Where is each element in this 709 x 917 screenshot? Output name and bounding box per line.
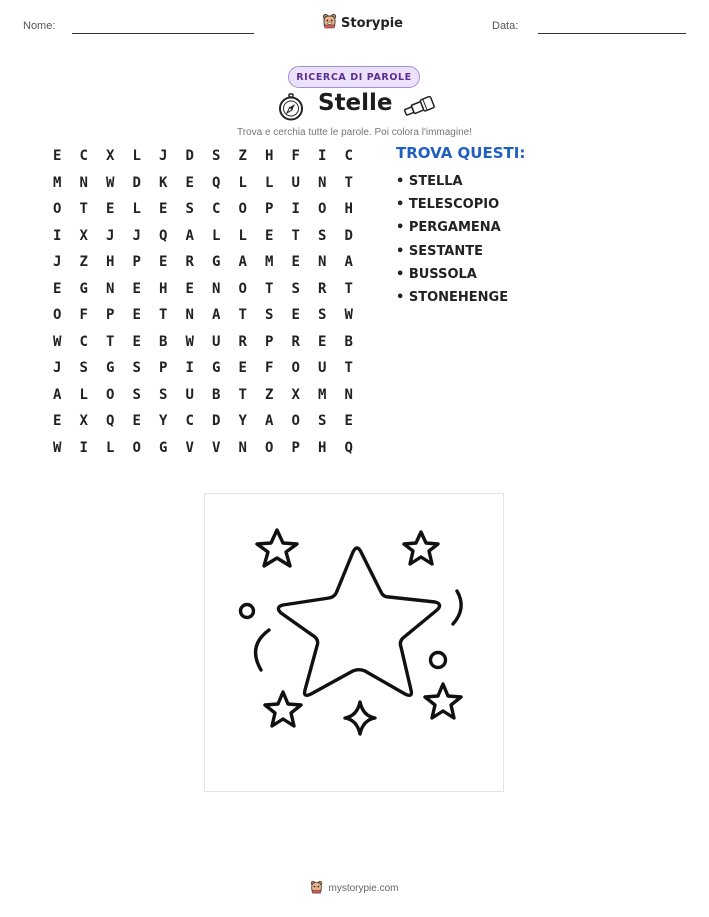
footer-link[interactable]: mystorypie.com	[328, 883, 399, 894]
grid-cell[interactable]: S	[318, 307, 327, 324]
grid-cell[interactable]: P	[291, 439, 300, 456]
grid-cell[interactable]: Q	[344, 439, 353, 456]
grid-cell[interactable]: O	[238, 201, 247, 218]
grid-cell[interactable]: L	[212, 227, 221, 244]
date-line	[538, 33, 686, 34]
grid-cell[interactable]: I	[318, 148, 327, 165]
grid-cell[interactable]: C	[344, 148, 353, 165]
grid-cell[interactable]: D	[344, 227, 353, 244]
grid-cell[interactable]: J	[53, 360, 62, 377]
date-label: Data:	[492, 20, 519, 32]
grid-cell[interactable]: K	[159, 174, 168, 191]
grid-cell[interactable]: X	[79, 227, 88, 244]
grid-cell[interactable]: E	[132, 333, 141, 350]
grid-cell[interactable]: I	[79, 439, 88, 456]
grid-cell[interactable]: P	[132, 254, 141, 271]
word-list-title: TROVA QUESTI:	[396, 144, 526, 162]
grid-cell[interactable]: G	[212, 360, 221, 377]
grid-cell[interactable]: T	[159, 307, 168, 324]
grid-cell[interactable]: H	[344, 201, 353, 218]
grid-cell[interactable]: U	[212, 333, 221, 350]
grid-cell[interactable]: P	[159, 360, 168, 377]
grid-cell[interactable]: N	[79, 174, 88, 191]
grid-cell[interactable]: E	[53, 280, 62, 297]
word-list-item: • STELLA	[396, 174, 463, 189]
grid-cell[interactable]: L	[265, 174, 274, 191]
grid-cell[interactable]: L	[79, 386, 88, 403]
grid-cell[interactable]: O	[238, 280, 247, 297]
grid-cell[interactable]: B	[344, 333, 353, 350]
grid-cell[interactable]: T	[79, 201, 88, 218]
grid-cell[interactable]: H	[159, 280, 168, 297]
grid-cell[interactable]: E	[318, 333, 327, 350]
grid-cell[interactable]: T	[344, 280, 353, 297]
grid-cell[interactable]: F	[79, 307, 88, 324]
grid-cell[interactable]: W	[53, 439, 62, 456]
grid-cell[interactable]: L	[238, 227, 247, 244]
grid-cell[interactable]: E	[106, 201, 115, 218]
grid-cell[interactable]: E	[159, 254, 168, 271]
grid-cell[interactable]: L	[106, 439, 115, 456]
brand-name: Storypie	[341, 15, 403, 31]
grid-cell[interactable]: E	[265, 227, 274, 244]
grid-cell[interactable]: N	[344, 386, 353, 403]
grid-cell[interactable]: P	[106, 307, 115, 324]
grid-cell[interactable]: C	[185, 413, 194, 430]
coloring-image-frame	[204, 493, 504, 792]
grid-cell[interactable]: T	[344, 360, 353, 377]
grid-cell[interactable]: W	[106, 174, 115, 191]
grid-cell[interactable]: I	[291, 201, 300, 218]
grid-cell[interactable]: X	[79, 413, 88, 430]
name-line	[72, 33, 254, 34]
compass-icon	[278, 93, 304, 125]
grid-cell[interactable]: V	[212, 439, 221, 456]
grid-cell[interactable]: Z	[265, 386, 274, 403]
grid-row	[44, 143, 362, 170]
word-search-grid	[44, 143, 362, 461]
grid-cell[interactable]: J	[132, 227, 141, 244]
name-label: Nome:	[23, 20, 56, 32]
grid-row	[44, 302, 362, 329]
page-title: Stelle	[318, 90, 393, 116]
grid-cell[interactable]: T	[344, 174, 353, 191]
grid-cell[interactable]: S	[159, 386, 168, 403]
grid-row	[44, 223, 362, 250]
grid-cell[interactable]: M	[53, 174, 62, 191]
word-list-item: • PERGAMENA	[396, 220, 501, 236]
grid-cell[interactable]: W	[53, 333, 62, 350]
grid-cell[interactable]: T	[106, 333, 115, 350]
grid-cell[interactable]: R	[238, 333, 247, 350]
grid-cell[interactable]: I	[53, 227, 62, 244]
grid-cell[interactable]: G	[159, 439, 168, 456]
grid-cell[interactable]: J	[53, 254, 62, 271]
grid-cell[interactable]: E	[53, 413, 62, 430]
grid-cell[interactable]: G	[106, 360, 115, 377]
grid-cell[interactable]: H	[265, 148, 274, 165]
grid-cell[interactable]: C	[212, 201, 221, 218]
grid-cell[interactable]: V	[185, 439, 194, 456]
grid-cell[interactable]: G	[79, 280, 88, 297]
grid-cell[interactable]: M	[265, 254, 274, 271]
grid-cell[interactable]: P	[265, 333, 274, 350]
grid-cell[interactable]: E	[132, 307, 141, 324]
grid-cell[interactable]: X	[106, 148, 115, 165]
grid-cell[interactable]: O	[106, 386, 115, 403]
brand-logo	[322, 13, 403, 33]
grid-row	[44, 382, 362, 409]
word-list-item: • STONEHENGE	[396, 289, 509, 305]
grid-cell[interactable]: N	[238, 439, 247, 456]
grid-cell[interactable]: N	[106, 280, 115, 297]
grid-cell[interactable]: E	[53, 148, 62, 165]
grid-cell[interactable]: N	[185, 307, 194, 324]
word-list-item: • TELESCOPIO	[396, 197, 500, 213]
grid-cell[interactable]: M	[318, 386, 327, 403]
grid-cell[interactable]: A	[185, 227, 194, 244]
grid-cell[interactable]: S	[79, 360, 88, 377]
grid-cell[interactable]: S	[291, 280, 300, 297]
grid-cell[interactable]: B	[212, 386, 221, 403]
telescope-icon	[402, 96, 436, 120]
grid-cell[interactable]: R	[318, 280, 327, 297]
word-list-item: • SESTANTE	[396, 243, 483, 259]
grid-cell[interactable]: A	[344, 254, 353, 271]
grid-cell[interactable]: G	[212, 254, 221, 271]
grid-row	[44, 276, 362, 303]
footer	[0, 880, 709, 897]
storypie-bear-icon	[310, 880, 323, 897]
grid-cell[interactable]: O	[53, 201, 62, 218]
grid-cell[interactable]: S	[212, 148, 221, 165]
grid-cell[interactable]: H	[106, 254, 115, 271]
grid-cell[interactable]: B	[159, 333, 168, 350]
grid-cell[interactable]: S	[265, 307, 274, 324]
grid-cell[interactable]: J	[106, 227, 115, 244]
grid-cell[interactable]: C	[79, 148, 88, 165]
grid-cell[interactable]: Z	[79, 254, 88, 271]
grid-cell[interactable]: W	[185, 333, 194, 350]
grid-cell[interactable]: U	[318, 360, 327, 377]
grid-cell[interactable]: Q	[159, 227, 168, 244]
grid-cell[interactable]: Y	[238, 413, 247, 430]
grid-cell[interactable]: E	[132, 280, 141, 297]
grid-cell[interactable]: A	[212, 307, 221, 324]
grid-cell[interactable]: T	[238, 386, 247, 403]
grid-cell[interactable]: S	[318, 227, 327, 244]
grid-cell[interactable]: N	[212, 280, 221, 297]
grid-cell[interactable]: Z	[238, 148, 247, 165]
grid-cell[interactable]: O	[291, 360, 300, 377]
grid-cell[interactable]: O	[132, 439, 141, 456]
grid-cell[interactable]: C	[79, 333, 88, 350]
grid-cell[interactable]: E	[185, 280, 194, 297]
grid-cell[interactable]: O	[265, 439, 274, 456]
grid-cell[interactable]: T	[265, 280, 274, 297]
grid-cell[interactable]: E	[291, 254, 300, 271]
grid-cell[interactable]: A	[265, 413, 274, 430]
grid-cell[interactable]: E	[132, 413, 141, 430]
grid-cell[interactable]: S	[132, 360, 141, 377]
grid-cell[interactable]: Q	[212, 174, 221, 191]
grid-cell[interactable]: R	[185, 254, 194, 271]
grid-cell[interactable]: W	[344, 307, 353, 324]
grid-cell[interactable]: A	[238, 254, 247, 271]
grid-row	[44, 355, 362, 382]
grid-cell[interactable]: S	[185, 201, 194, 218]
grid-cell[interactable]: F	[291, 148, 300, 165]
grid-cell[interactable]: D	[212, 413, 221, 430]
grid-cell[interactable]: F	[265, 360, 274, 377]
stars-coloring-image	[205, 494, 503, 791]
grid-cell[interactable]: X	[291, 386, 300, 403]
grid-cell[interactable]: O	[291, 413, 300, 430]
instructions: Trova e cerchia tutte le parole. Poi colora l'immagine!	[237, 127, 472, 138]
grid-cell[interactable]: E	[291, 307, 300, 324]
grid-cell[interactable]: Y	[159, 413, 168, 430]
grid-row	[44, 408, 362, 435]
grid-cell[interactable]: D	[132, 174, 141, 191]
grid-row	[44, 435, 362, 462]
grid-cell[interactable]: T	[238, 307, 247, 324]
activity-badge: RICERCA DI PAROLE	[288, 66, 420, 88]
grid-cell[interactable]: L	[132, 148, 141, 165]
grid-cell[interactable]: E	[185, 174, 194, 191]
word-list-item: • BUSSOLA	[396, 266, 477, 282]
grid-cell[interactable]: S	[318, 413, 327, 430]
grid-cell[interactable]: I	[185, 360, 194, 377]
grid-row	[44, 329, 362, 356]
grid-cell[interactable]: O	[53, 307, 62, 324]
grid-cell[interactable]: U	[185, 386, 194, 403]
grid-cell[interactable]: E	[238, 360, 247, 377]
grid-cell[interactable]: O	[318, 201, 327, 218]
grid-cell[interactable]: E	[344, 413, 353, 430]
grid-cell[interactable]: N	[318, 254, 327, 271]
grid-row	[44, 196, 362, 223]
grid-row	[44, 249, 362, 276]
grid-cell[interactable]: R	[291, 333, 300, 350]
grid-cell[interactable]: J	[159, 148, 168, 165]
grid-cell[interactable]: Q	[106, 413, 115, 430]
grid-cell[interactable]: H	[318, 439, 327, 456]
grid-cell[interactable]: A	[53, 386, 62, 403]
storypie-bear-icon	[322, 13, 337, 33]
grid-cell[interactable]: N	[318, 174, 327, 191]
grid-cell[interactable]: E	[159, 201, 168, 218]
grid-row	[44, 170, 362, 197]
grid-cell[interactable]: L	[238, 174, 247, 191]
grid-cell[interactable]: T	[291, 227, 300, 244]
grid-cell[interactable]: U	[291, 174, 300, 191]
grid-cell[interactable]: L	[132, 201, 141, 218]
grid-cell[interactable]: D	[185, 148, 194, 165]
word-list	[396, 170, 508, 309]
grid-cell[interactable]: P	[265, 201, 274, 218]
grid-cell[interactable]: S	[132, 386, 141, 403]
